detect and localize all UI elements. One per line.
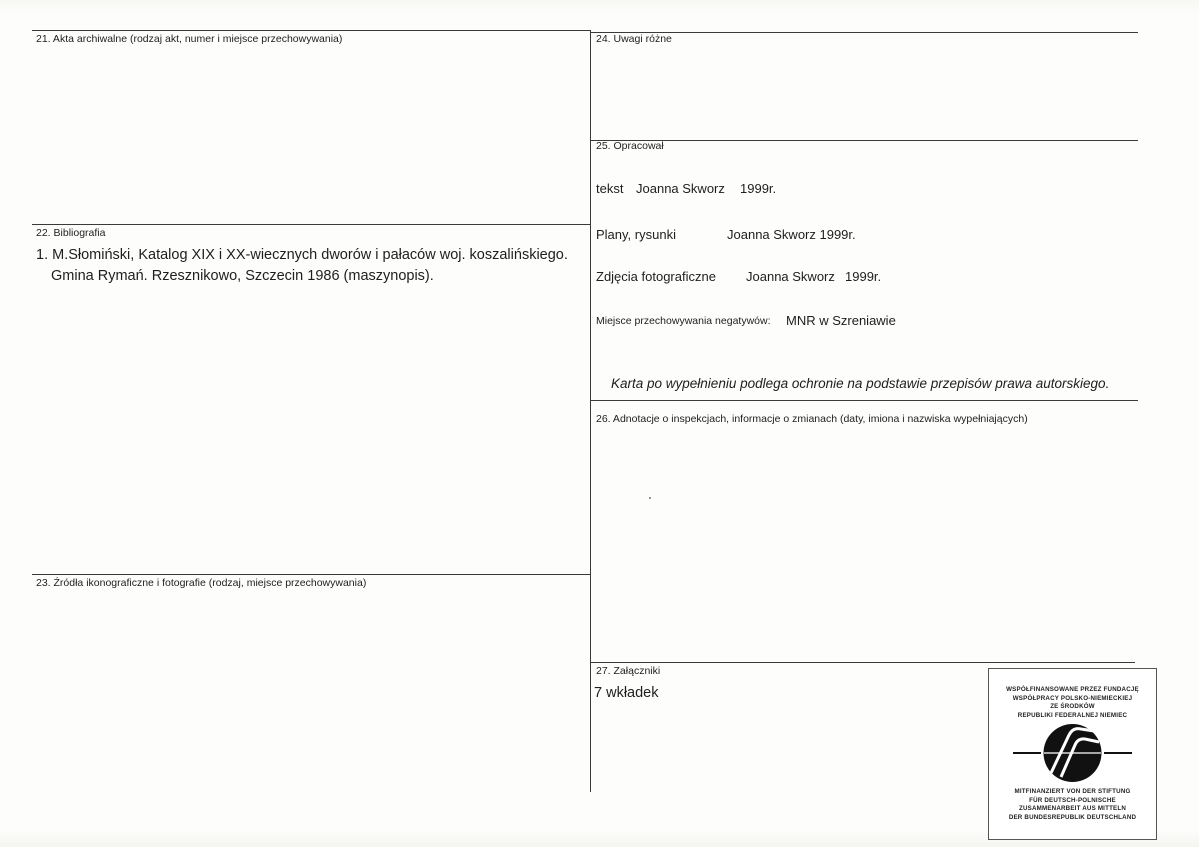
center-divider <box>590 30 591 792</box>
stamp-text-de-1: MITFINANZIERT VON DER STIFTUNG <box>1014 788 1131 795</box>
stamp-text-de-3: ZUSAMMENARBEIT AUS MITTELN <box>1018 805 1127 812</box>
stamp-text-de-2: FÜR DEUTSCH-POLNISCHE <box>1029 796 1116 804</box>
zdjecia-label: Zdjęcia fotograficzne <box>596 269 716 284</box>
plany-label: Plany, rysunki <box>596 227 676 242</box>
rule-26 <box>590 400 1138 401</box>
tekst-label: tekst <box>596 181 624 196</box>
tekst-year: 1999r. <box>740 181 777 196</box>
attachments-value: 7 wkładek <box>594 685 659 701</box>
rule-27 <box>590 662 1135 663</box>
rule-23 <box>32 574 590 575</box>
foundation-logo-icon <box>989 723 1156 783</box>
tekst-author: Joanna Skworz <box>636 181 725 196</box>
funding-stamp <box>988 668 1157 840</box>
bibliography-entry-line-2: Gmina Rymań. Rzesznikowo, Szczecin 1986 (maszynopis). <box>51 268 434 284</box>
negatywy-label: Miejsce przechowywania negatywów: <box>596 315 771 327</box>
rule-25 <box>590 140 1138 141</box>
section-22-label: 22. Bibliografia <box>36 227 106 239</box>
section-27-label: 27. Załączniki <box>596 665 661 677</box>
stamp-text-pl-2: WSPÓŁPRACY POLSKO-NIEMIECKIEJ <box>1012 694 1133 702</box>
top-rule-right <box>590 32 1138 33</box>
section-23-label: 23. Źródła ikonograficzne i fotografie (rodzaj, miejsce przechowywania) <box>36 577 367 589</box>
rule-22 <box>32 224 590 225</box>
section-26-label: 26. Adnotacje o inspekcjach, informacje o zmianach (daty, imiona i nazwiska wypełniających) <box>596 413 1028 425</box>
zdjecia-year: 1999r. <box>845 269 882 284</box>
stamp-text-pl-4: REPUBLIKI FEDERALNEJ NIEMIEC <box>1017 711 1128 719</box>
scan-speck <box>649 497 651 499</box>
stamp-text-pl-1: WSPÓŁFINANSOWANE PRZEZ FUNDACJĘ <box>1006 686 1139 693</box>
stamp-text-de-4: DER BUNDESREPUBLIK DEUTSCHLAND <box>1008 813 1137 821</box>
bibliography-entry-line-1: 1. M.Słomiński, Katalog XIX i XX-wiecznych dworów i pałaców woj. koszalińskiego. <box>36 247 568 263</box>
copyright-note: Karta po wypełnieniu podlega ochronie na podstawie przepisów prawa autorskiego. <box>611 376 1110 391</box>
section-21-label: 21. Akta archiwalne (rodzaj akt, numer i miejsce przechowywania) <box>36 33 343 45</box>
zdjecia-author: Joanna Skworz <box>746 269 835 284</box>
section-25-label: 25. Opracował <box>596 140 664 152</box>
negatywy-value: MNR w Szreniawie <box>786 313 896 328</box>
top-rule-left <box>32 30 590 31</box>
section-24-label: 24. Uwagi różne <box>596 33 672 45</box>
plany-value: Joanna Skworz 1999r. <box>727 227 856 242</box>
stamp-text-pl-3: ZE ŚRODKÓW <box>1050 703 1095 710</box>
